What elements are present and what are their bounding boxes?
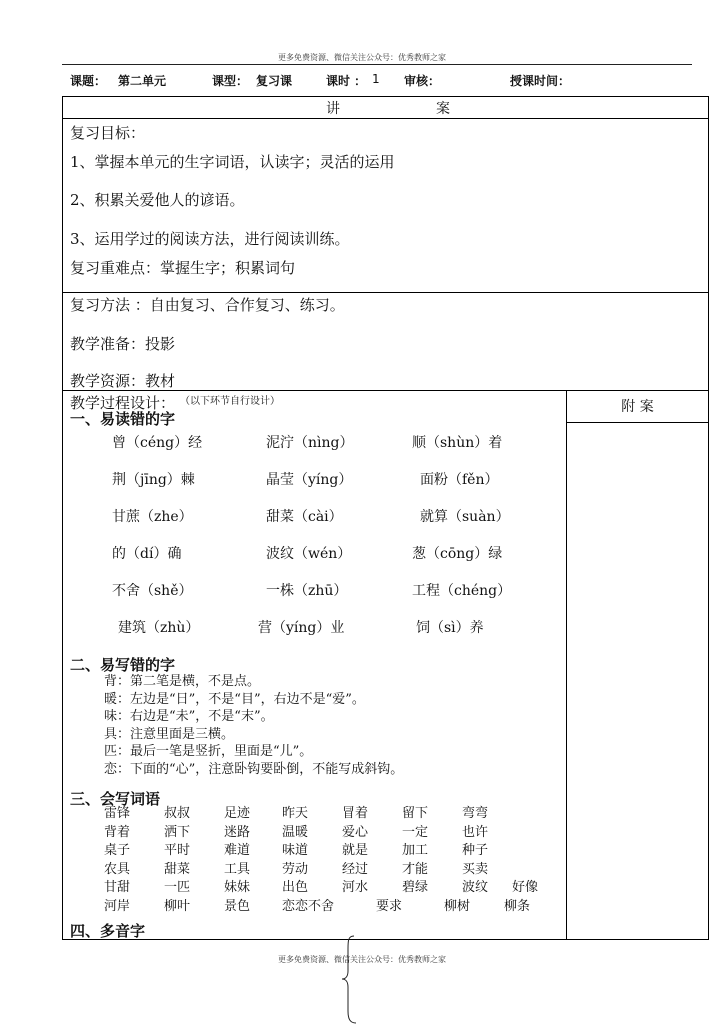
word: 柳叶 [164,898,191,914]
word: 买卖 [462,861,489,877]
review-method: 复习方法 ：自由复习、合作复习、练习。 [70,296,345,314]
word: 洒下 [164,824,191,840]
word: 一定 [402,824,429,840]
char-row [112,469,552,506]
word: 一匹 [164,880,191,895]
word: 经过 [342,861,369,877]
type-label: 课型： [212,74,249,88]
miswritten-characters [104,673,403,778]
word: 雷锋 [104,806,131,821]
char-item: 荆（jīng）棘 [112,472,195,488]
word: 要求 [376,898,403,914]
word: 爱心 [342,824,369,840]
char-item: 饲（sì）养 [416,620,484,636]
word: 妹妹 [224,880,251,895]
word: 昨天 [282,806,309,821]
word: 冒着 [342,806,369,821]
char-item: 波纹（wén） [266,546,352,562]
word: 也许 [462,824,489,840]
word: 出色 [282,880,309,895]
word: 恋恋不舍 [282,898,335,914]
plan-title-char: 讲 [326,101,340,117]
row-divider [62,118,709,119]
char-item: 营（yíng）业 [258,620,345,636]
char-row [112,432,552,469]
char-item: 泥泞（nìng） [266,435,354,451]
type-value: 复习课 [256,74,293,88]
rule-item: 恋：下面的“心”，注意卧钩要卧倒，不能写成斜钩。 [104,761,404,777]
rule-item: 具：注意里面是三横。 [104,726,235,742]
hours-value: 1 [372,72,380,86]
word: 碧绿 [402,880,429,895]
word: 波纹 [462,880,489,895]
char-item: 曾（céng）经 [112,435,203,451]
section4-title: 四、多音字 [70,922,146,940]
teaching-preparation: 教学准备：投影 [70,335,176,353]
side-column-title: 附 案 [621,399,654,415]
char-row [112,617,552,654]
char-item: 就算（suàn） [420,509,510,525]
char-row [112,506,552,543]
word: 弯弯 [462,806,489,821]
misread-characters [112,432,552,654]
word: 就是 [342,843,369,858]
word: 平时 [164,843,191,858]
word: 甘甜 [104,880,131,895]
char-item: 葱（cōng）绿 [412,546,503,562]
char-item: 一株（zhū） [266,583,348,599]
side-column-divider [566,390,567,940]
word: 才能 [402,861,429,877]
bottom-note: 更多免费资源、微信关注公众号：优秀教师之家 [278,955,446,964]
topic-value: 第二单元 [118,74,167,88]
char-row [112,580,552,617]
topic-label: 课题： [70,74,107,88]
word: 种子 [462,843,489,858]
char-item: 面粉（fěn） [420,472,499,488]
word: 农具 [104,861,131,877]
side-header-divider [566,422,709,423]
word: 景色 [224,898,251,914]
word: 留下 [402,806,429,821]
curly-brace-mark [340,935,360,1024]
plan-title-char: 案 [436,101,450,117]
rule-item: 暖：左边是“日”，不是“目”，右边不是“爱”。 [104,691,365,707]
char-item: 工程（chéng） [412,583,512,599]
objective-item: 2、积累关爱他人的谚语。 [70,191,245,209]
word: 叔叔 [164,806,191,821]
word: 难道 [224,843,251,858]
section3-title: 三、会写词语 [70,790,161,808]
key-points: 复习重难点：掌握生字；积累词句 [70,259,296,277]
rule-item: 味：右边是“未”，不是“末”。 [104,709,274,724]
rule-item: 匹：最后一笔是竖折，里面是“儿”。 [104,744,313,759]
date-label: 授课时间： [510,74,571,88]
word: 柳树 [444,898,471,914]
word: 河水 [342,880,369,895]
char-item: 甜菜（cài） [266,509,343,525]
word: 迷路 [224,824,251,840]
header-divider [62,64,692,65]
word: 桌子 [104,843,131,858]
word: 背着 [104,824,131,840]
word: 好像 [512,880,539,895]
char-item: 建筑（zhù） [118,620,200,636]
plan-title [62,98,709,118]
word: 河岸 [104,898,131,914]
char-item: 顺（shùn）着 [412,435,503,451]
course-info-row [70,72,690,88]
word: 工具 [224,861,251,877]
word: 加工 [402,843,429,858]
teaching-resources: 教学资源：教材 [70,372,176,390]
rule-item: 背：第二笔是横，不是点。 [104,674,261,689]
section1-title: 一、易读错的字 [70,410,176,428]
objective-item: 3、运用学过的阅读方法，进行阅读训练。 [70,230,350,248]
char-item: 晶莹（yíng） [266,472,353,488]
word: 甜菜 [164,861,191,877]
char-row [112,543,552,580]
section2-title: 二、易写错的字 [70,656,176,674]
row-divider [62,292,709,293]
objectives-heading: 复习目标： [70,124,146,142]
char-item: 不舍（shě） [112,583,193,599]
review-label: 审核： [404,74,441,88]
objective-item: 1、掌握本单元的生字词语，认读字；灵活的运用 [70,153,395,171]
word: 柳条 [504,898,531,914]
word: 味道 [282,843,309,858]
word: 劳动 [282,861,309,877]
char-item: 甘蔗（zhe） [112,509,193,525]
process-note: （以下环节自行设计） [180,396,280,407]
word: 温暖 [282,824,309,840]
top-note: 更多免费资源、微信关注公众号：优秀教师之家 [278,53,446,62]
hours-label: 课时 ： [326,74,367,88]
process-label: 教学过程设计： [70,394,176,412]
char-item: 的（dí）确 [112,546,182,562]
word: 足迹 [224,806,251,821]
